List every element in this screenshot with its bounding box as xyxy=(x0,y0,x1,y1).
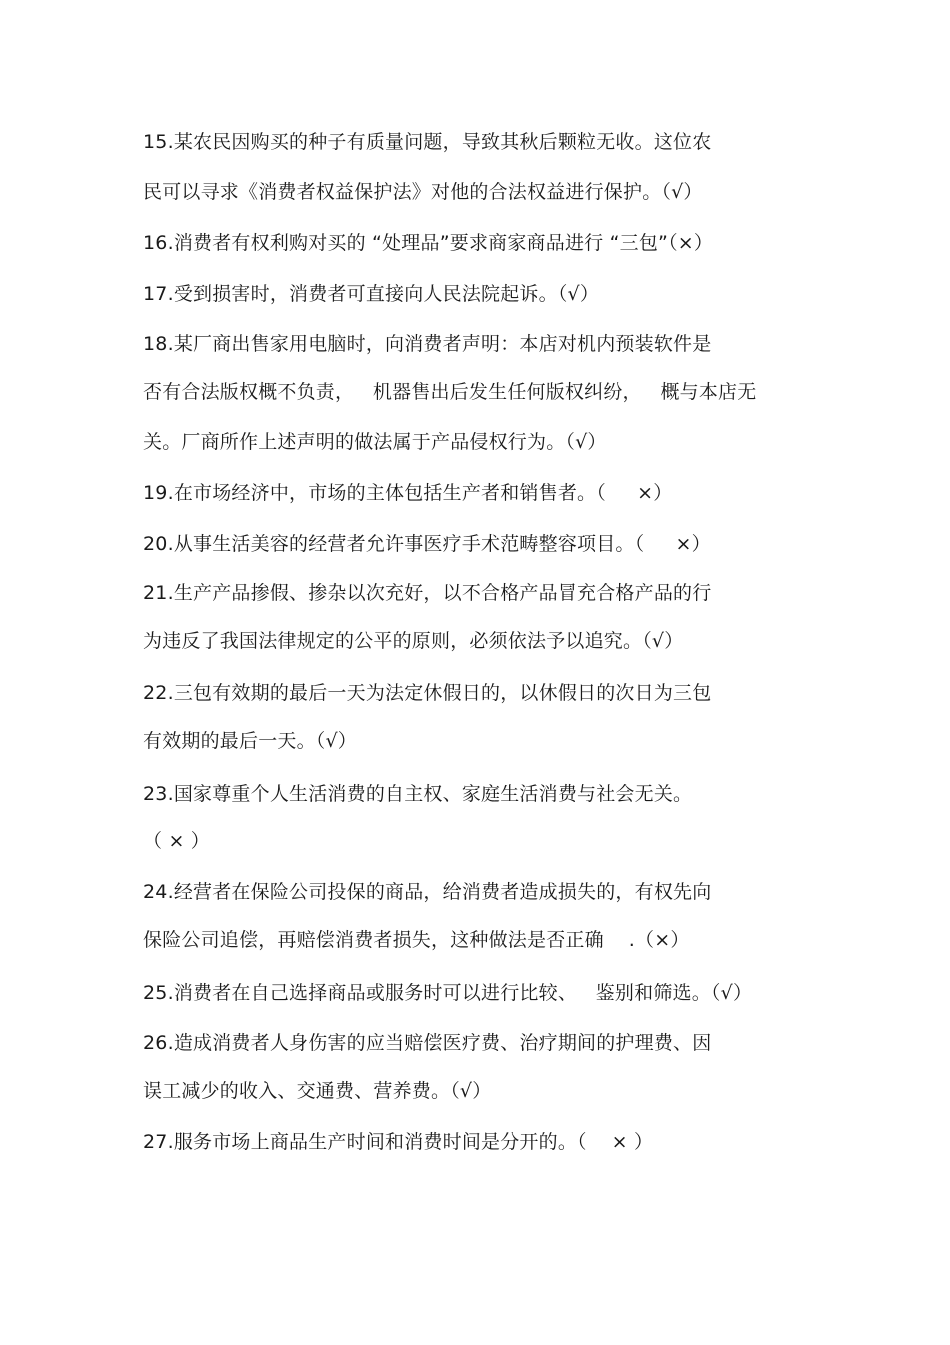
question-24-line-2: 保险公司追偿，再赔偿消费者损失，这种做法是否正确 .（×） xyxy=(143,929,690,951)
question-27-line-1: 27.服务市场上商品生产时间和消费时间是分开的。（ × ） xyxy=(143,1131,654,1153)
question-21-line-2: 为违反了我国法律规定的公平的原则，必须依法予以追究。（√） xyxy=(143,630,684,652)
question-18-line-3: 关。厂商所作上述声明的做法属于产品侵权行为。（√） xyxy=(143,431,607,453)
question-17-line-1: 17.受到损害时，消费者可直接向人民法院起诉。（√） xyxy=(143,283,600,305)
question-26-line-2: 误工减少的收入、交通费、营养费。（√） xyxy=(143,1080,492,1102)
question-22-line-1: 22.三包有效期的最后一天为法定休假日的，以休假日的次日为三包 xyxy=(143,682,712,704)
question-16-line-1: 16.消费者有权利购对买的 “处理品”要求商家商品进行 “三包”（×） xyxy=(143,232,714,254)
question-20-line-1: 20.从事生活美容的经营者允许事医疗手术范畴整容项目。（ ×） xyxy=(143,533,711,555)
question-21-line-1: 21.生产产品掺假、掺杂以次充好，以不合格产品冒充合格产品的行 xyxy=(143,582,712,604)
question-15-line-2: 民可以寻求《消费者权益保护法》对他的合法权益进行保护。（√） xyxy=(143,181,703,203)
question-18-line-1: 18.某厂商出售家用电脑时，向消费者声明：本店对机内预装软件是 xyxy=(143,333,712,355)
question-15-line-1: 15.某农民因购买的种子有质量问题，导致其秋后颗粒无收。这位农 xyxy=(143,131,712,153)
question-18-line-2: 否有合法版权概不负责， 机器售出后发生任何版权纠纷， 概与本店无 xyxy=(143,381,757,403)
question-19-line-1: 19.在市场经济中，市场的主体包括生产者和销售者。（ ×） xyxy=(143,482,673,504)
question-24-line-1: 24.经营者在保险公司投保的商品，给消费者造成损失的，有权先向 xyxy=(143,881,712,903)
question-23-line-2: （ × ） xyxy=(143,830,210,852)
question-25-line-1: 25.消费者在自己选择商品或服务时可以进行比较、 鉴别和筛选。（√） xyxy=(143,982,753,1004)
question-26-line-1: 26.造成消费者人身伤害的应当赔偿医疗费、治疗期间的护理费、因 xyxy=(143,1032,712,1054)
question-22-line-2: 有效期的最后一天。（√） xyxy=(143,730,358,752)
question-23-line-1: 23.国家尊重个人生活消费的自主权、家庭生活消费与社会无关。 xyxy=(143,783,693,805)
